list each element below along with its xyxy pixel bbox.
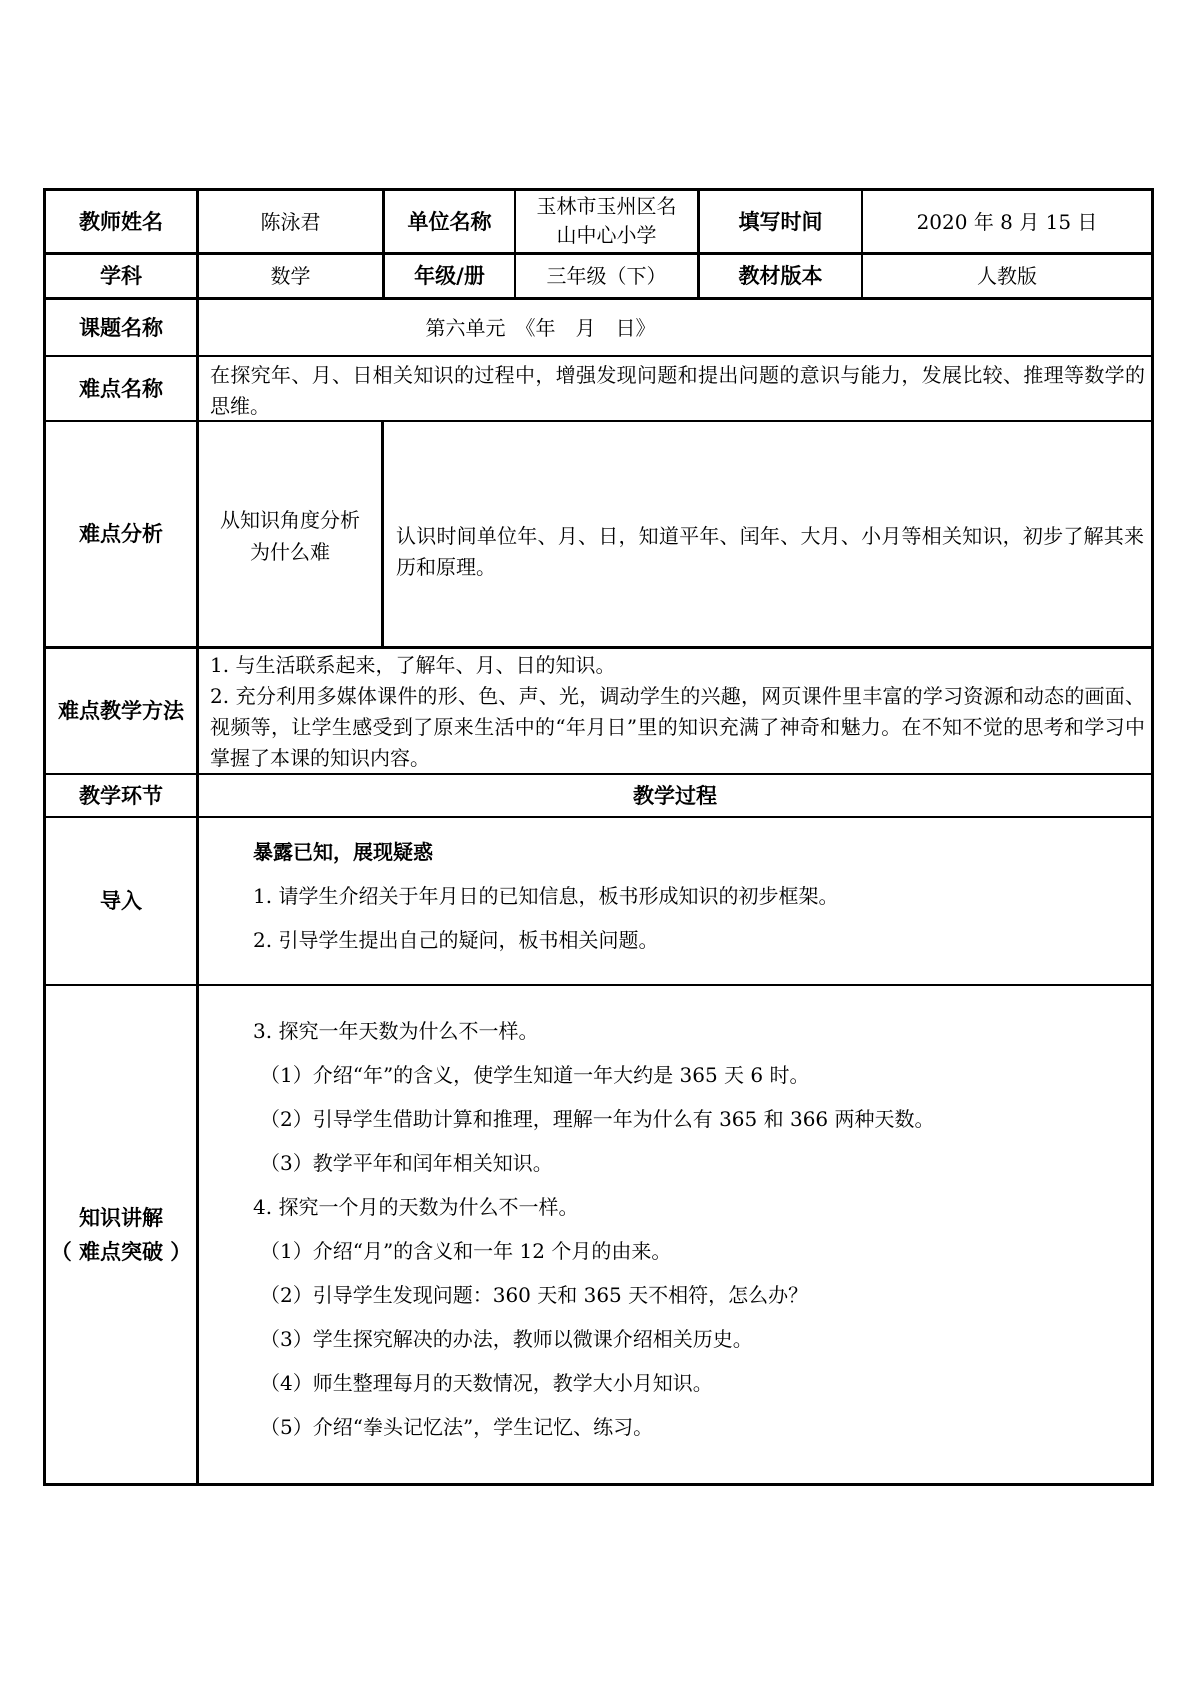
stage-header: 教学环节: [79, 783, 163, 808]
knowledge-item: （2）引导学生借助计算和推理，理解一年为什么有 365 和 366 两种天数。: [260, 1107, 935, 1131]
knowledge-item: （3）学生探究解决的办法，教师以微课介绍相关历史。: [260, 1327, 753, 1351]
method-label: 难点教学方法: [58, 699, 184, 723]
topic-label: 课题名称: [79, 315, 163, 340]
analysis-sub-label-line: 从知识角度分析: [220, 508, 360, 532]
grade-label: 年级/册: [414, 264, 485, 288]
difficulty-value: 在探究年、月、日相关知识的过程中，增强发现问题和提出问题的意识与能力，发展比较、推理等数学的思维。: [210, 363, 1145, 418]
row-divider: [43, 984, 1154, 986]
fill-date-label: 填写时间: [738, 209, 823, 234]
unit-name-line: 山中心小学: [556, 222, 657, 247]
analysis-label: 难点分析: [79, 522, 163, 546]
subject-label: 学科: [100, 264, 142, 288]
topic-value: 第六单元 《年 月 日》: [425, 315, 656, 340]
row-divider: [43, 355, 1154, 357]
column-divider: [381, 421, 384, 647]
knowledge-item: （3）教学平年和闰年相关知识。: [260, 1151, 553, 1175]
analysis-sub-label-line: 为什么难: [250, 540, 330, 564]
teacher-name-label: 教师姓名: [79, 209, 163, 234]
unit-name-line: 玉林市玉州区名: [536, 193, 677, 218]
method-line-2: 2. 充分利用多媒体课件的形、色、声、光，调动学生的兴趣，网页课件里丰富的学习资源和动态的画面、视频等，让学生感受到了原来生活中的“年月日”里的知识充满了神奇和魅力。在不知不觉的思考和学习中掌握了本课的知识内容。: [210, 684, 1145, 770]
intro-item: 1. 请学生介绍关于年月日的已知信息，板书形成知识的初步框架。: [253, 884, 839, 908]
intro-heading: 暴露已知，展现疑惑: [253, 840, 433, 864]
unit-name-label: 单位名称: [407, 209, 492, 234]
unit-name-value: [516, 189, 697, 252]
subject-value: 数学: [270, 264, 311, 288]
row-divider: [43, 646, 1154, 649]
knowledge-item: （4）师生整理每月的天数情况，教学大小月知识。: [260, 1371, 713, 1395]
knowledge-item: （1）介绍“年”的含义，使学生知道一年大约是 365 天 6 时。: [260, 1063, 810, 1087]
difficulty-label: 难点名称: [79, 376, 163, 401]
teacher-name-value: 陈泳君: [260, 209, 321, 234]
intro-label: 导入: [100, 889, 142, 913]
knowledge-label-line: 知识讲解: [79, 1205, 163, 1230]
method-line-1: 1. 与生活联系起来，了解年、月、日的知识。: [210, 653, 616, 677]
process-header: 教学过程: [633, 783, 717, 808]
intro-item: 2. 引导学生提出自己的疑问，板书相关问题。: [253, 928, 659, 952]
knowledge-label-line: （ 难点突破 ）: [50, 1239, 192, 1264]
knowledge-item: 4. 探究一个月的天数为什么不一样。: [253, 1195, 579, 1219]
knowledge-item: （2）引导学生发现问题：360 天和 365 天不相符，怎么办？: [260, 1283, 809, 1307]
knowledge-item: 3. 探究一年天数为什么不一样。: [253, 1019, 539, 1043]
row-divider: [43, 816, 1154, 818]
grade-value: 三年级（下）: [546, 264, 667, 288]
knowledge-item: （5）介绍“拳头记忆法”，学生记忆、练习。: [260, 1415, 654, 1439]
analysis-value: 认识时间单位年、月、日，知道平年、闰年、大月、小月等相关知识，初步了解其来历和原理。: [396, 524, 1144, 579]
edition-value: 人教版: [977, 264, 1037, 288]
analysis-sub-label: [199, 422, 381, 646]
edition-label: 教材版本: [738, 264, 823, 288]
knowledge-label: [46, 986, 196, 1483]
column-divider: [196, 188, 199, 1486]
fill-date-value: 2020 年 8 月 15 日: [916, 209, 1098, 234]
knowledge-item: （1）介绍“月”的含义和一年 12 个月的由来。: [260, 1239, 672, 1263]
